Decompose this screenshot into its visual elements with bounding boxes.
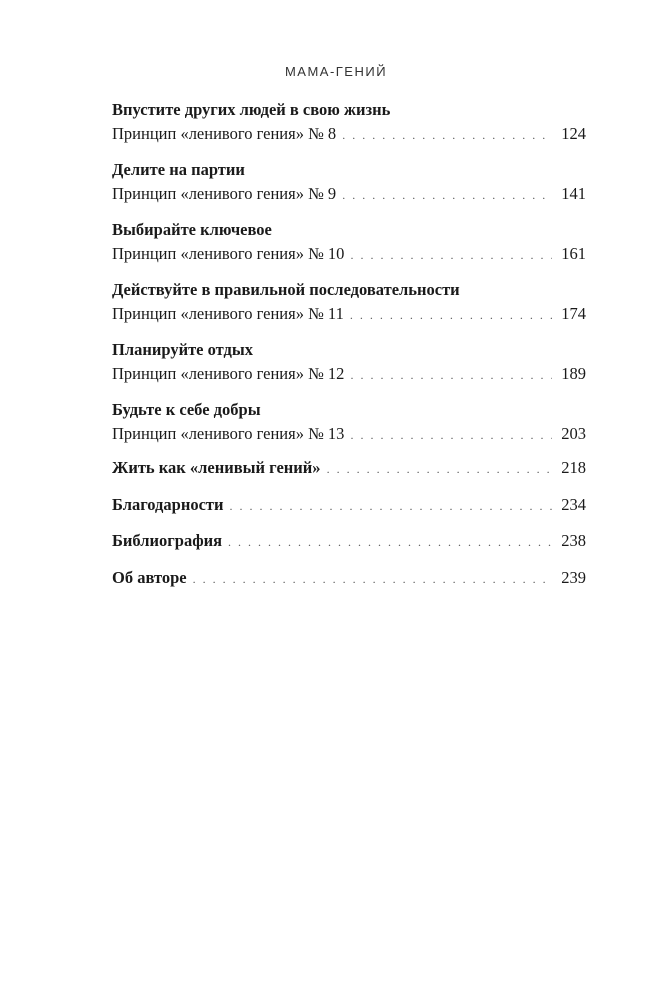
chapter-subtitle-row <box>112 362 586 386</box>
dot-leader <box>350 363 552 387</box>
chapter-title: Действуйте в правильной последовательности <box>112 280 460 299</box>
chapter-subtitle: Принцип «ленивого гения» № 9 <box>112 184 337 203</box>
chapter-subtitle-row <box>112 182 586 206</box>
chapter-subtitle: Принцип «ленивого гения» № 11 <box>112 304 344 323</box>
page-number: 189 <box>561 364 586 383</box>
dot-leader <box>193 567 552 591</box>
dot-leader <box>350 303 552 327</box>
chapter-subtitle-row <box>112 302 586 326</box>
page-number: 203 <box>561 424 586 443</box>
chapter-subtitle-row <box>112 422 586 446</box>
toc-entry-lazy-genius <box>112 456 586 493</box>
dot-leader <box>342 183 552 207</box>
section-row <box>112 529 586 553</box>
dot-leader <box>228 530 552 554</box>
page-number: 234 <box>561 494 586 514</box>
toc-entry-about-author <box>112 566 586 603</box>
chapter-subtitle-row <box>112 242 586 266</box>
dot-leader <box>327 457 552 481</box>
section-row <box>112 566 586 590</box>
page-number: 124 <box>561 124 586 143</box>
section-row <box>112 493 586 517</box>
section-row <box>112 456 586 480</box>
dot-leader <box>230 494 552 518</box>
chapter-title: Впустите других людей в свою жизнь <box>112 100 391 119</box>
chapter-subtitle: Принцип «ленивого гения» № 13 <box>112 424 345 443</box>
page-number: 174 <box>561 304 586 323</box>
toc-entry-chapter-12 <box>112 338 586 398</box>
chapter-title: Будьте к себе добры <box>112 400 261 419</box>
toc-entry-chapter-9 <box>112 158 586 218</box>
dot-leader <box>350 243 552 267</box>
dot-leader <box>342 123 552 147</box>
chapter-subtitle: Принцип «ленивого гения» № 12 <box>112 364 345 383</box>
page-number: 141 <box>561 184 586 203</box>
section-title: Библиография <box>112 531 223 550</box>
running-head: МАМА-ГЕНИЙ <box>284 64 388 79</box>
toc-entry-acknowledgements <box>112 493 586 530</box>
chapter-subtitle: Принцип «ленивого гения» № 8 <box>112 124 337 143</box>
table-of-contents <box>112 98 586 602</box>
toc-entry-bibliography <box>112 529 586 566</box>
toc-entry-chapter-8 <box>112 98 586 158</box>
section-title: Об авторе <box>112 567 187 587</box>
page-number: 238 <box>561 531 586 550</box>
page-number: 239 <box>561 567 586 587</box>
chapter-title: Планируйте отдых <box>112 340 254 359</box>
section-title: Благодарности <box>112 494 224 514</box>
chapter-title: Выбирайте ключевое <box>112 220 272 239</box>
section-title: Жить как «ленивый гений» <box>112 458 321 477</box>
toc-entry-chapter-13 <box>112 398 586 456</box>
page-number: 161 <box>561 244 586 263</box>
page-number: 218 <box>561 458 586 477</box>
dot-leader <box>350 423 552 447</box>
toc-entry-chapter-10 <box>112 218 586 278</box>
chapter-subtitle-row <box>112 122 586 146</box>
chapter-title: Делите на партии <box>112 160 245 179</box>
toc-entry-chapter-11 <box>112 278 586 338</box>
chapter-subtitle: Принцип «ленивого гения» № 10 <box>112 244 345 263</box>
